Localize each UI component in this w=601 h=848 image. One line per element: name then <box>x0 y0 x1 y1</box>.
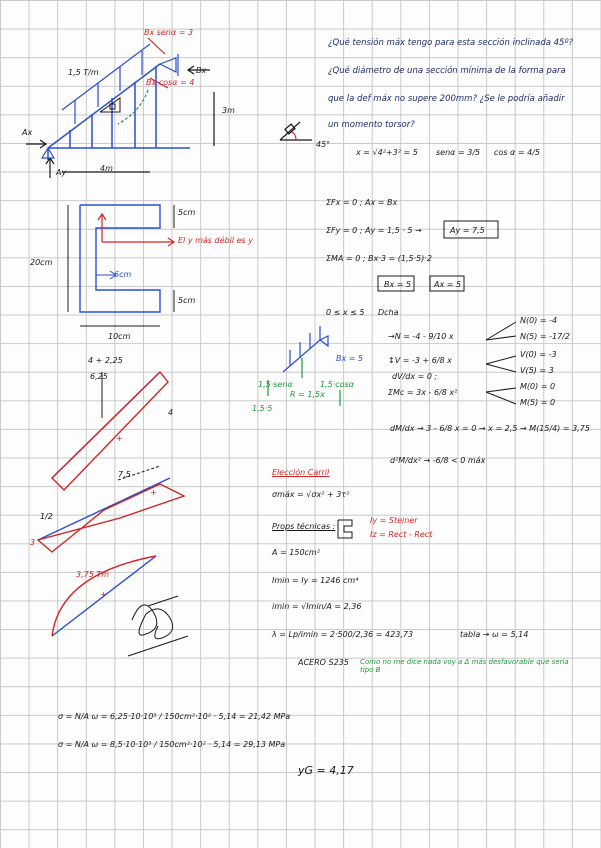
profile-height-dim: 20cm <box>30 258 53 267</box>
m-label: 3,75 Tm <box>76 570 110 579</box>
angle-arc <box>292 132 296 140</box>
axial-eq: →N = -4 - 9/10 x <box>388 332 454 341</box>
selection-title: Elección Carril <box>272 468 330 477</box>
scribble <box>128 596 188 656</box>
angle-label: 45° <box>316 140 331 149</box>
question-line-4: un momento torsor? <box>328 120 415 130</box>
section-range: 0 ≤ x ≤ 5 <box>326 308 365 317</box>
area-value: A = 150cm² <box>272 548 320 557</box>
question-line-1: ¿Qué tensión máx tengo para esta sección inclinada 45º? <box>328 38 573 48</box>
imin-value: Imin = Iy = 1246 cm⁴ <box>272 576 359 585</box>
green-angle-arc <box>118 90 148 124</box>
slenderness: λ = Lp/imin = 2·500/2,36 = 423,73 <box>272 630 414 639</box>
v-at-0: V(0) = -3 <box>520 350 557 359</box>
v-at-5: V(5) = 3 <box>520 366 554 375</box>
moment-eq: ΣMc = 3x - 6/8 x² <box>388 388 458 397</box>
centroid-marker <box>96 271 116 279</box>
m-sign: + <box>100 590 107 599</box>
bx-label: Bx <box>196 66 207 75</box>
sum-line-2: 6,25 <box>90 372 108 381</box>
ay-label: Ay <box>56 168 67 177</box>
section-comp-1: 1,5·senα <box>258 380 293 389</box>
question-line-2: ¿Qué diámetro de una sección mínima de la forma para <box>328 66 566 76</box>
beam-height-label: 3m <box>222 106 235 115</box>
moment-derivative: dM/dx → 3 - 6/8 x = 0 → x = 2,5 → M(15/4) = 3,75 <box>390 424 590 433</box>
beam-inner-triangle <box>100 98 120 112</box>
section-comp-2: 1,5·cosα <box>320 380 354 389</box>
weak-axis-note: El y más débil es y <box>178 236 253 245</box>
sin-value: senα = 3/5 <box>436 148 481 157</box>
n-diagram-fill <box>52 372 168 490</box>
ax-result: Ax = 5 <box>434 280 462 289</box>
n-sign: + <box>116 434 123 443</box>
n-max-label: 4 <box>168 408 174 417</box>
section-cut-sketch <box>283 326 328 372</box>
profile-icon <box>338 520 352 538</box>
n-at-5: N(5) = -17/2 <box>520 332 570 341</box>
hypotenuse: x = √4²+3² = 5 <box>356 148 418 157</box>
sum-fy: ΣFy = 0 ; Ay = 1,5 · 5 → <box>326 226 422 235</box>
profile-axes <box>98 214 174 246</box>
v-sign: + <box>150 488 157 497</box>
stress-line-2: σ = N/A ω = 8,5·10·10³ / 150cm²·10² · 5,14 = 29,13 MPa <box>58 740 286 749</box>
iz-note: Iz = Rect - Rect <box>370 530 433 539</box>
props-title: Props técnicas : <box>272 522 336 531</box>
bx-result: Bx = 5 <box>384 280 412 289</box>
ay-result: Ay = 7,5 <box>450 226 485 235</box>
stress-line-1: σ = N/A ω = 6,25·10·10³ / 150cm²·10² · 5,14 = 21,42 MPa <box>58 712 291 721</box>
v-diagram-fill <box>38 484 184 552</box>
sum-line-1: 4 + 2,25 <box>88 356 123 365</box>
steel-note: Como no me dice nada voy a Δ más desfavorable que sería tipo B <box>360 658 569 674</box>
branch-lines <box>486 322 516 404</box>
three-label: 3 <box>30 538 36 547</box>
n-at-0: N(0) = -4 <box>520 316 558 325</box>
bx-sin-label: Bx senα = 3 <box>144 28 194 37</box>
radius-gyration: imin = √Imin/A = 2,36 <box>272 602 362 611</box>
beam-length-label: 4m <box>100 164 113 173</box>
centroid-yg: yG = 4,17 <box>298 764 354 777</box>
section-side: Dcha <box>378 308 399 317</box>
section-bx-label: Bx = 5 <box>336 354 364 363</box>
m-at-5: M(5) = 0 <box>520 398 556 407</box>
steel-grade: ACERO S235 <box>298 658 349 667</box>
top-flange-dim: 5cm <box>178 208 196 217</box>
sum-fx: ΣFx = 0 ; Ax = Bx <box>326 198 398 207</box>
ax-label: Ax <box>22 128 33 137</box>
sum-ma: ΣMA = 0 ; Bx·3 = (1,5·5)·2 <box>326 254 432 263</box>
cos-value: cos α = 4/5 <box>494 148 540 157</box>
bottom-flange-dim: 5cm <box>178 296 196 305</box>
profile-width-dim: 10cm <box>108 332 131 341</box>
question-line-3: que la def máx no supere 200mm? ¿Se le podría añadir <box>328 94 565 104</box>
shear-eq: ↕V = -3 + 6/8 x <box>388 356 452 365</box>
half-label: 1/2 <box>40 512 53 521</box>
c-profile-section <box>80 205 160 312</box>
shear-derivative: dV/dx = 0 ; <box>392 372 438 381</box>
beam-load-label: 1,5 T/m <box>68 68 99 77</box>
sigma-max: σmáx = √σx² + 3τ² <box>272 490 350 499</box>
profile-dimension-lines <box>68 205 174 326</box>
m-at-0: M(0) = 0 <box>520 382 556 391</box>
iy-note: Iy = Steiner <box>370 516 418 525</box>
centroid-dim: 6cm <box>114 270 132 279</box>
bx-cos-label: Bx cosα = 4 <box>146 78 195 87</box>
v-value-label: 7,5 <box>118 470 131 479</box>
moment-second-derivative: d²M/dx² → -6/8 < 0 máx <box>390 456 486 465</box>
slenderness-result: tabla → ω = 5,14 <box>460 630 529 639</box>
section-r-label: R = 1,5x <box>290 390 325 399</box>
section-load-label: 1,5·5 <box>252 404 273 413</box>
